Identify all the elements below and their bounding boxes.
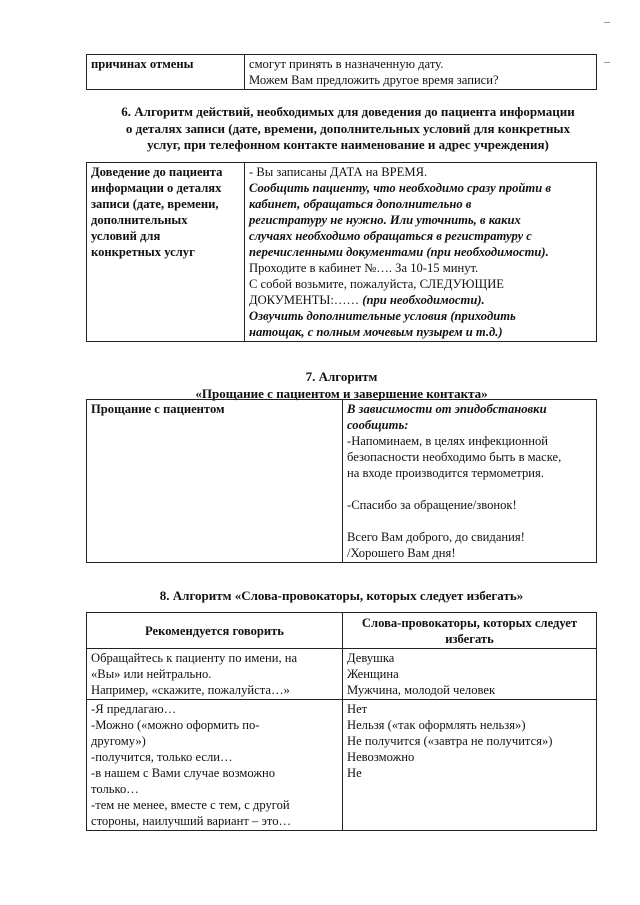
table-header-row <box>87 613 597 649</box>
cell-text: смогут принять в назначенную дату. <box>249 57 444 71</box>
heading-line: «Прощание с пациентом и завершение контакта» <box>195 385 488 401</box>
heading-line: 7. Алгоритм <box>305 369 378 384</box>
cell-right <box>343 649 597 700</box>
cell-text: С собой возьмите, пожалуйста, СЛЕДУЮЩИЕ <box>249 277 504 291</box>
header-text: Слова-провокаторы, которых следует <box>361 615 578 630</box>
cell-text-emphasis: случаях необходимо обращаться в регистратуру с <box>249 229 532 243</box>
cell-text-emphasis: перечисленными документами (при необходимости). <box>249 245 549 259</box>
table-row <box>87 55 597 90</box>
section-6-heading <box>86 104 610 154</box>
heading-line: 8. Алгоритм «Слова-провокаторы, которых следует избегать» <box>159 588 524 603</box>
column-header-avoid <box>343 613 597 649</box>
table-row <box>87 700 597 831</box>
cell-text-emphasis: В зависимости от эпидобстановки <box>347 402 547 416</box>
cell-text: Не получится («завтра не получится») <box>347 734 553 748</box>
cell-text-emphasis: кабинет, обращаться дополнительно в <box>249 197 472 211</box>
cell-text: Не <box>347 766 362 780</box>
cell-text: другому») <box>91 734 146 748</box>
cell-text: -в нашем с Вами случае возможно <box>91 766 276 780</box>
cell-text: Нет <box>347 702 368 716</box>
scan-mark <box>604 62 610 63</box>
table-provocative-words <box>86 612 597 831</box>
cell-text: -тем не менее, вместе с тем, с другой <box>91 798 290 812</box>
cell-text: /Хорошего Вам дня! <box>347 546 456 560</box>
cell-text: Проходите в кабинет №…. За 10-15 минут. <box>249 261 479 275</box>
cell-text: Всего Вам доброго, до свидания! <box>347 530 525 544</box>
cell-text-emphasis: регистратуру не нужно. Или уточнить, в каких <box>249 213 521 227</box>
cell-text: Девушка <box>347 651 395 665</box>
cell-text: Можем Вам предложить другое время записи? <box>249 73 499 87</box>
cell-text: «Вы» или нейтрально. <box>91 667 212 681</box>
cell-left <box>87 163 245 342</box>
cell-text: дополнительных <box>91 213 188 227</box>
cell-left <box>87 400 343 563</box>
table-appointment-details <box>86 162 597 342</box>
cell-text: причинах отмены <box>91 57 194 71</box>
cell-text: Мужчина, молодой человек <box>347 683 496 697</box>
cell-right <box>245 163 597 342</box>
cell-right <box>343 700 597 831</box>
cell-left <box>87 649 343 700</box>
cell-text: Невозможно <box>347 750 415 764</box>
cell-text: -Спасибо за обращение/звонок! <box>347 498 517 512</box>
cell-text-emphasis: Озвучить дополнительные условия (приходить <box>249 309 516 323</box>
cell-text: -получится, только если… <box>91 750 233 764</box>
section-8-heading <box>86 588 597 605</box>
cell-text: стороны, наилучший вариант – это… <box>91 814 292 828</box>
table-row <box>87 163 597 342</box>
table-farewell <box>86 399 597 563</box>
section-7-heading <box>86 369 597 402</box>
table-row <box>87 649 597 700</box>
cell-right <box>245 55 597 90</box>
cell-text: Женщина <box>347 667 399 681</box>
cell-text: информации о деталях <box>91 181 222 195</box>
column-header-recommended <box>87 613 343 649</box>
cell-text: Прощание с пациентом <box>91 402 225 416</box>
cell-text: конкретных услуг <box>91 245 195 259</box>
table-row <box>87 400 597 563</box>
heading-line: услуг, при телефонном контакте наименование и адрес учреждения) <box>147 137 549 152</box>
cell-right <box>343 400 597 563</box>
cell-text: Например, «скажите, пожалуйста…» <box>91 683 290 697</box>
heading-line: 6. Алгоритм действий, необходимых для доведения до пациента информации <box>121 104 575 119</box>
cell-text: записи (дате, времени, <box>91 197 219 211</box>
cell-text: Нельзя («так оформлять нельзя») <box>347 718 526 732</box>
heading-line: о деталях записи (дате, времени, дополнительных условий для конкретных <box>125 120 571 136</box>
cell-text: только… <box>91 782 139 796</box>
text-normal: ДОКУМЕНТЫ:…… <box>249 293 363 307</box>
cell-left <box>87 700 343 831</box>
text-emphasis: (при необходимости). <box>362 293 485 307</box>
cell-text-emphasis: Сообщить пациенту, что необходимо сразу пройти в <box>249 181 551 195</box>
cell-text-mixed <box>249 292 592 308</box>
cell-text: Обращайтесь к пациенту по имени, на <box>91 651 298 665</box>
cell-text: - Вы записаны ДАТА на ВРЕМЯ. <box>249 165 428 179</box>
cell-text: -Напоминаем, в целях инфекционной <box>347 434 548 448</box>
cell-text: Доведение до пациента <box>91 165 223 179</box>
cell-text: условий для <box>91 229 161 243</box>
header-text: избегать <box>445 631 494 646</box>
table-cancellation-reasons <box>86 54 597 90</box>
cell-text-emphasis: сообщить: <box>347 418 409 432</box>
cell-text: -Можно («можно оформить по- <box>91 718 260 732</box>
cell-text: на входе производится термометрия. <box>347 466 544 480</box>
cell-left <box>87 55 245 90</box>
cell-text-emphasis: натощак, с полным мочевым пузырем и т.д.) <box>249 325 503 339</box>
cell-text: -Я предлагаю… <box>91 702 177 716</box>
scan-mark <box>604 22 610 23</box>
header-text: Рекомендуется говорить <box>145 623 284 638</box>
cell-text: безопасности необходимо быть в маске, <box>347 450 562 464</box>
